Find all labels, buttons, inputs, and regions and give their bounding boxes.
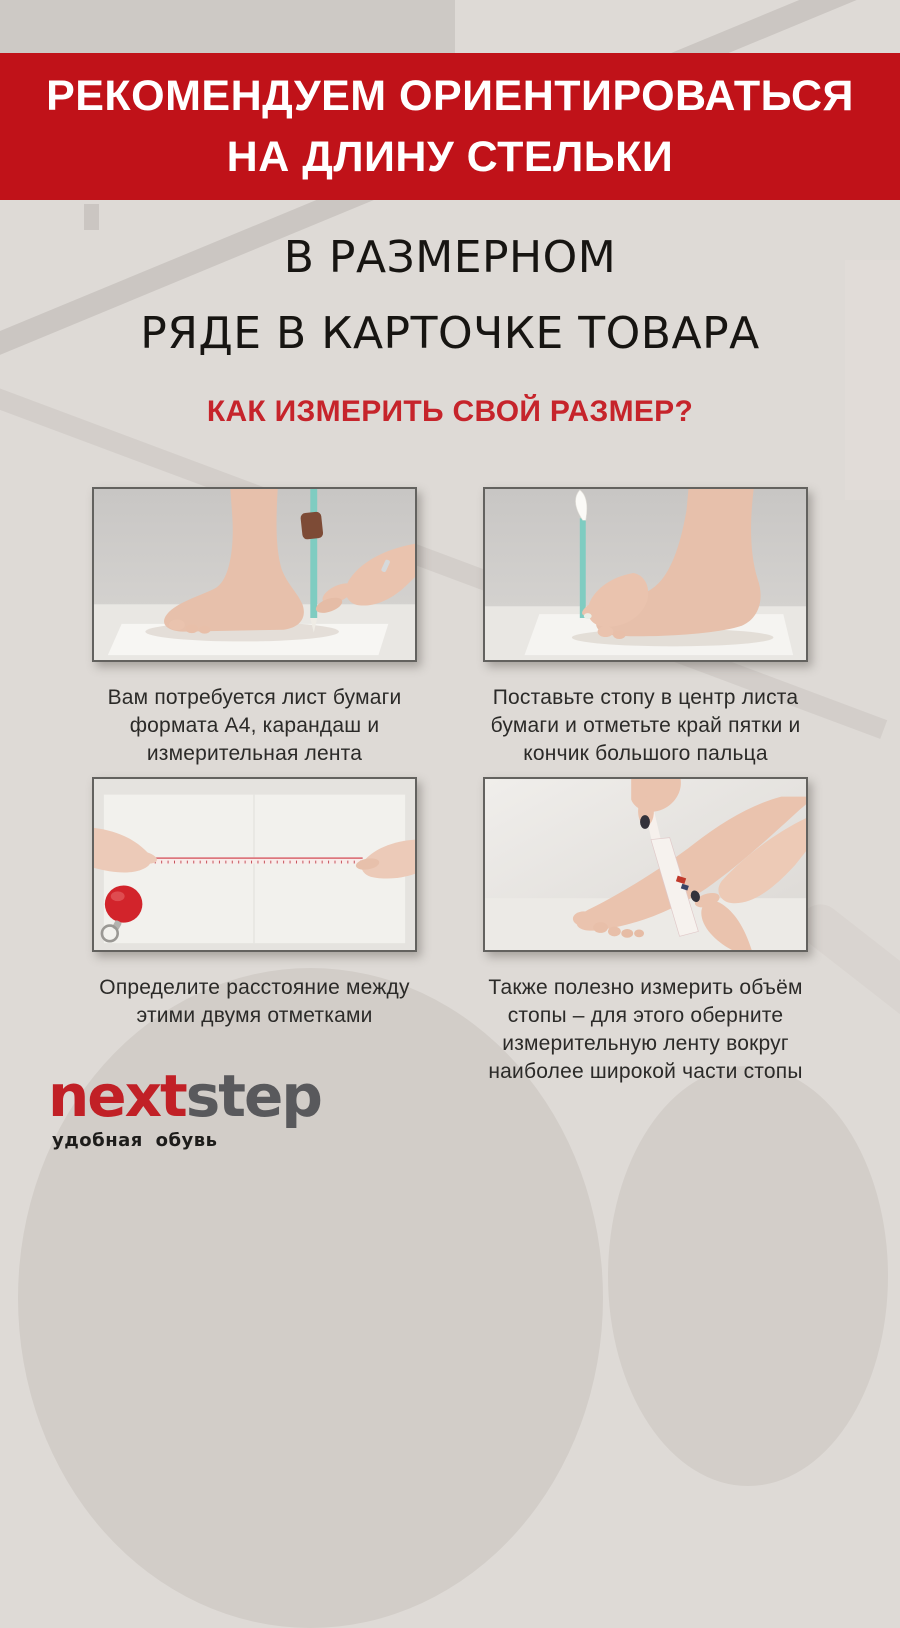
- background-shape: [0, 0, 455, 53]
- pencil-icon: [580, 518, 586, 618]
- toe-icon: [185, 624, 198, 633]
- step-1-photo: [92, 487, 417, 662]
- toe-icon: [199, 626, 211, 634]
- step-3-caption: Определите расстояние между этими двумя отметками: [99, 976, 410, 1027]
- logo-part-step: step: [185, 1062, 321, 1130]
- toe-icon: [634, 929, 644, 937]
- banner: [0, 53, 900, 200]
- foot-heel-pencil-photo: [94, 489, 415, 660]
- logo-part-next: next: [48, 1062, 186, 1130]
- step-4-photo: [483, 777, 808, 952]
- banner-line-2: НА ДЛИНУ СТЕЛЬКИ: [226, 132, 674, 181]
- foot-toe-pencil-photo: [485, 489, 806, 660]
- toe-icon: [608, 927, 621, 937]
- pencil-icon: [310, 489, 317, 618]
- step-3: [92, 777, 417, 1030]
- main-heading: [0, 220, 900, 372]
- toe-icon: [598, 626, 614, 637]
- step-2-caption: Поставьте стопу в центр листа бумаги и отметьте край пятки и кончик большого пальца: [490, 686, 801, 765]
- toe-icon: [613, 630, 626, 639]
- case-highlight: [111, 891, 125, 901]
- tape-between-marks-photo: [94, 779, 415, 950]
- step-1: [92, 487, 417, 768]
- heading-line-2: РЯДЕ В КАРТОЧКЕ ТОВАРА: [140, 308, 760, 359]
- pencil-tag: [300, 511, 323, 539]
- background-dome: [608, 1066, 888, 1486]
- step-2-photo: [483, 487, 808, 662]
- big-toe-icon: [573, 911, 595, 926]
- step-1-caption: Вам потребуется лист бумаги формата А4, карандаш и измерительная лента: [107, 686, 402, 765]
- toe-icon: [169, 619, 185, 630]
- banner-line-1: РЕКОМЕНДУЕМ ОРИЕНТИРОВАТЬСЯ: [46, 71, 854, 120]
- dark-fingernail: [640, 815, 650, 829]
- logo-wordmark: [48, 1062, 321, 1130]
- subheading: КАК ИЗМЕРИТЬ СВОЙ РАЗМЕР?: [206, 395, 694, 428]
- step-3-photo: [92, 777, 417, 952]
- heading-line-1: В РАЗМЕРНОМ: [283, 232, 617, 283]
- toe-icon: [593, 922, 608, 933]
- tape-around-foot-photo: [485, 779, 806, 950]
- tape-measure-case-icon: [105, 886, 143, 923]
- logo-tagline: удобная обувь: [52, 1130, 218, 1151]
- fingernail: [584, 613, 592, 619]
- step-4-caption: Также полезно измерить объём стопы – для этого оберните измерительную ленту вокруг наиболее широкой части стопы: [488, 976, 803, 1083]
- brand-logo: [48, 1062, 321, 1151]
- step-2: [483, 487, 808, 768]
- toe-icon: [621, 929, 633, 938]
- step-4: [483, 777, 808, 1086]
